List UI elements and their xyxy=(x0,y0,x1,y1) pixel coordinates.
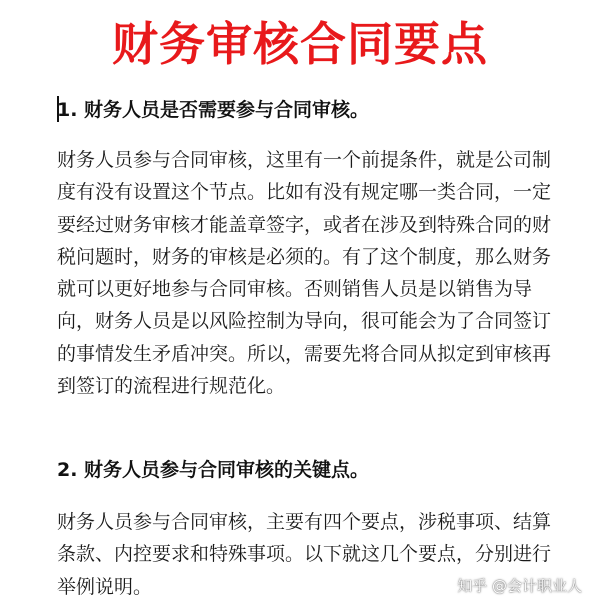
document-title: 财务审核合同要点 xyxy=(112,17,488,71)
paragraph-line: 到签订的流程进行规范化。 xyxy=(57,375,286,398)
paragraph-line: 就可以更好地参与合同审核。否则销售人员是以销售为导 xyxy=(57,278,533,301)
paragraph-line: 向，财务人员是以风险控制为导向，很可能会为了合同签订 xyxy=(57,310,552,333)
watermark: 知乎 @会计职业人 xyxy=(457,577,582,595)
section-1-paragraph xyxy=(57,144,557,402)
paragraph-line: 要经过财务审核才能盖章签字，或者在涉及到特殊合同的财 xyxy=(57,213,552,236)
paragraph-line: 税问题时，财务的审核是必须的。有了这个制度，那么财务 xyxy=(57,245,552,268)
paragraph-line: 举例说明。 xyxy=(57,575,153,598)
paragraph-line: 财务人员参与合同审核，主要有四个要点，涉税事项、结算 xyxy=(57,511,552,533)
section-1-heading: 1. 财务人员是否需要参与合同审核。 xyxy=(57,99,370,121)
section-2-heading: 2. 财务人员参与合同审核的关键点。 xyxy=(57,459,370,481)
paragraph-line: 财务人员参与合同审核，这里有一个前提条件，就是公司制 xyxy=(57,149,552,171)
paragraph-line: 的事情发生矛盾冲突。所以，需要先将合同从拟定到审核再 xyxy=(57,342,552,365)
paragraph-line: 条款、内控要求和特殊事项。以下就这几个要点，分别进行 xyxy=(57,543,552,566)
paragraph-line: 度有没有设置这个节点。比如有没有规定哪一类合同，一定 xyxy=(57,181,552,204)
